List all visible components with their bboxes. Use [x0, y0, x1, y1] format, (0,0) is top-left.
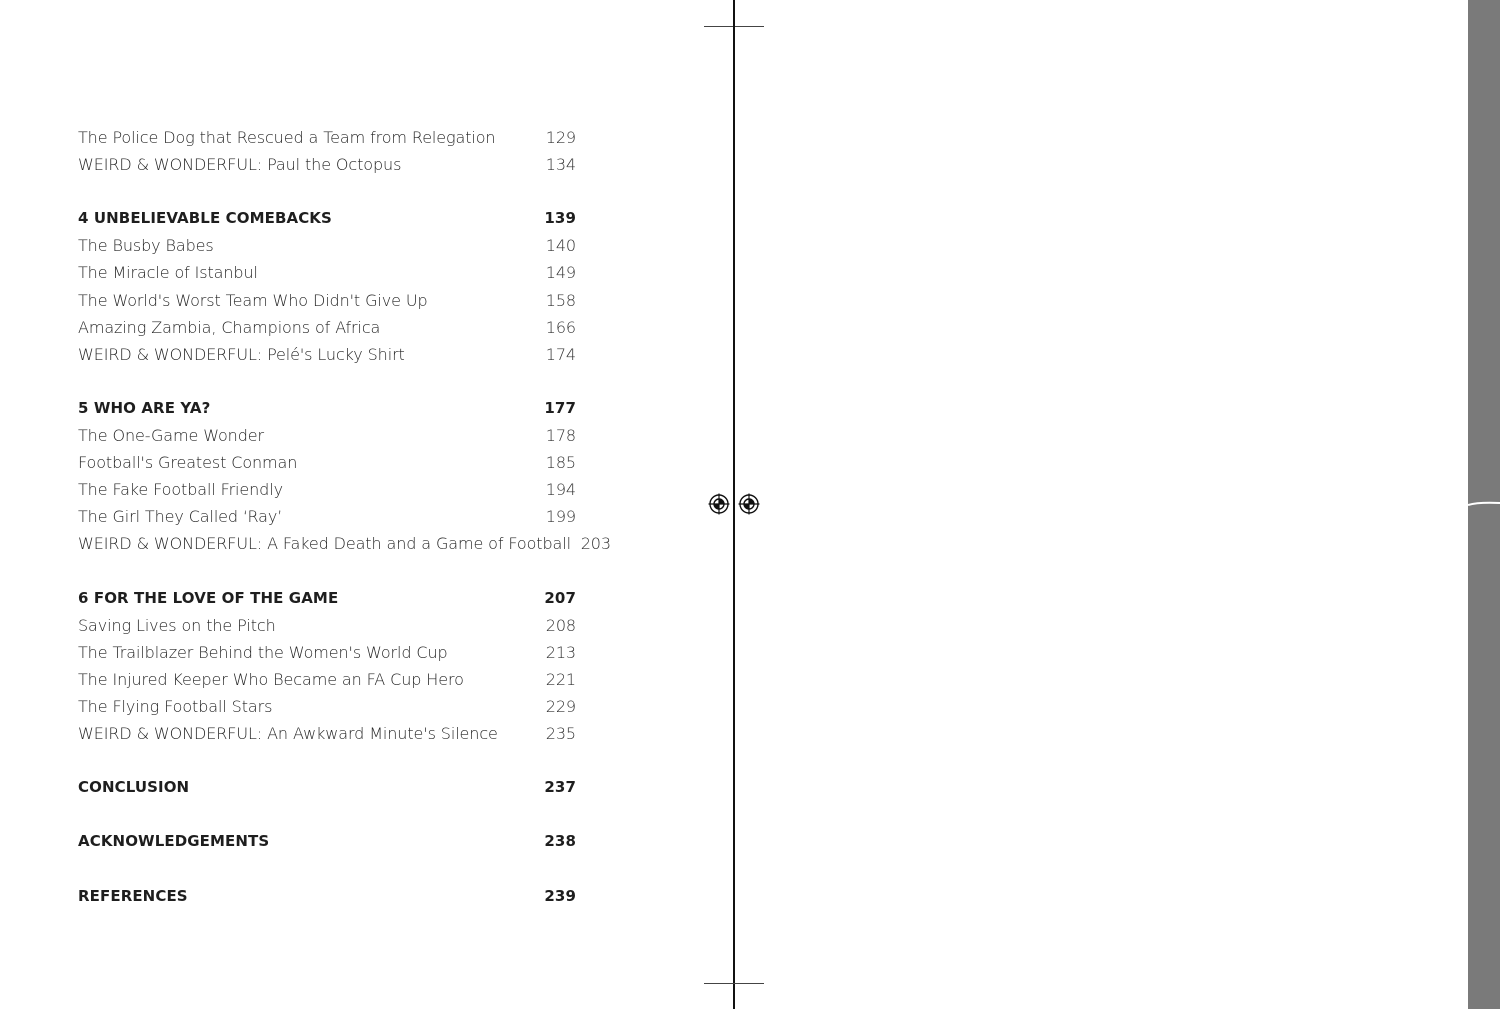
- page-number: 174: [545, 344, 576, 364]
- table-of-contents: [78, 124, 611, 910]
- page-number: 239: [544, 886, 576, 905]
- entry-title: The Flying Football Stars: [78, 696, 273, 716]
- page-number: 139: [544, 209, 576, 228]
- entry-title: The Injured Keeper Who Became an FA Cup Hero: [78, 669, 464, 689]
- page-number: 238: [544, 832, 576, 851]
- entry-title: Saving Lives on the Pitch: [78, 615, 276, 635]
- crop-mark-bottom: [704, 983, 764, 984]
- toc-entry: [78, 666, 576, 693]
- page-number: 237: [544, 778, 576, 797]
- entry-title: WEIRD & WONDERFUL: An Awkward Minute's Silence: [78, 724, 498, 744]
- entry-title: The Fake Football Friendly: [78, 480, 283, 500]
- toc-section-heading: [78, 205, 576, 232]
- page-number: 177: [544, 398, 576, 417]
- entry-title: The Miracle of Istanbul: [78, 263, 258, 283]
- toc-entry: [78, 422, 576, 449]
- toc-spacer: [78, 747, 576, 774]
- entry-title: WEIRD & WONDERFUL: Pelé's Lucky Shirt: [78, 344, 405, 364]
- toc-section-heading: [78, 883, 576, 910]
- page-number: 221: [545, 669, 576, 689]
- section-title: REFERENCES: [78, 886, 188, 905]
- toc-entry: [78, 151, 576, 178]
- page-number: 199: [545, 507, 576, 527]
- page-number: 185: [545, 453, 576, 473]
- entry-title: The Trailblazer Behind the Women's World Cup: [78, 642, 448, 662]
- section-title: ACKNOWLEDGEMENTS: [78, 832, 270, 851]
- toc-entry: [78, 314, 576, 341]
- page-number: 235: [545, 724, 576, 744]
- entry-title: The World's Worst Team Who Didn't Give Up: [78, 290, 428, 310]
- page-number: 229: [545, 696, 576, 716]
- toc-section-heading: [78, 774, 576, 801]
- entry-title: WEIRD & WONDERFUL: Paul the Octopus: [78, 155, 402, 175]
- page-number: 129: [545, 128, 576, 147]
- registration-mark-icon: [738, 493, 760, 515]
- toc-entry: [78, 639, 576, 666]
- toc-entry: [78, 503, 576, 530]
- toc-entry: [78, 530, 611, 557]
- gutter-line: [733, 0, 735, 1009]
- toc-entry: [78, 612, 576, 639]
- toc-spacer: [78, 801, 576, 828]
- toc-spacer: [78, 178, 576, 205]
- toc-entry: [78, 449, 576, 476]
- toc-spacer: [78, 368, 576, 395]
- edge-notch: [1468, 500, 1500, 508]
- entry-title: The Busby Babes: [78, 236, 214, 256]
- section-title: 4 UNBELIEVABLE COMEBACKS: [78, 209, 332, 228]
- page-number: 140: [545, 236, 576, 256]
- entry-title: The Police Dog that Rescued a Team from Relegation: [78, 128, 496, 147]
- section-title: CONCLUSION: [78, 778, 190, 797]
- toc-entry: [78, 476, 576, 503]
- toc-spacer: [78, 558, 576, 585]
- toc-section-heading: [78, 828, 576, 855]
- toc-section-heading: [78, 395, 576, 422]
- page-number: 134: [545, 155, 576, 175]
- page-number: 203: [580, 534, 611, 554]
- toc-spacer: [78, 856, 576, 883]
- toc-section-heading: [78, 585, 576, 612]
- toc-entry: [78, 693, 576, 720]
- entry-title: The Girl They Called ‘Ray’: [78, 507, 283, 527]
- page-number: 194: [545, 480, 576, 500]
- entry-title: The One-Game Wonder: [78, 426, 264, 446]
- page-number: 149: [545, 263, 576, 283]
- entry-title: Football's Greatest Conman: [78, 453, 298, 473]
- toc-entry: [78, 259, 576, 286]
- entry-title: WEIRD & WONDERFUL: A Faked Death and a Game of Football: [78, 534, 571, 554]
- toc-entry: [78, 720, 576, 747]
- page-number: 208: [545, 615, 576, 635]
- toc-entry: [78, 341, 576, 368]
- page-number: 213: [545, 642, 576, 662]
- registration-mark-icon: [708, 493, 730, 515]
- page-number: 166: [545, 317, 576, 337]
- section-title: 6 FOR THE LOVE OF THE GAME: [78, 588, 339, 607]
- page-number: 207: [544, 588, 576, 607]
- toc-entry: [78, 287, 576, 314]
- toc-entry: [78, 232, 576, 259]
- entry-title: Amazing Zambia, Champions of Africa: [78, 317, 381, 337]
- section-title: 5 WHO ARE YA?: [78, 398, 211, 417]
- toc-entry: [78, 124, 576, 151]
- page-number: 178: [545, 426, 576, 446]
- page-number: 158: [545, 290, 576, 310]
